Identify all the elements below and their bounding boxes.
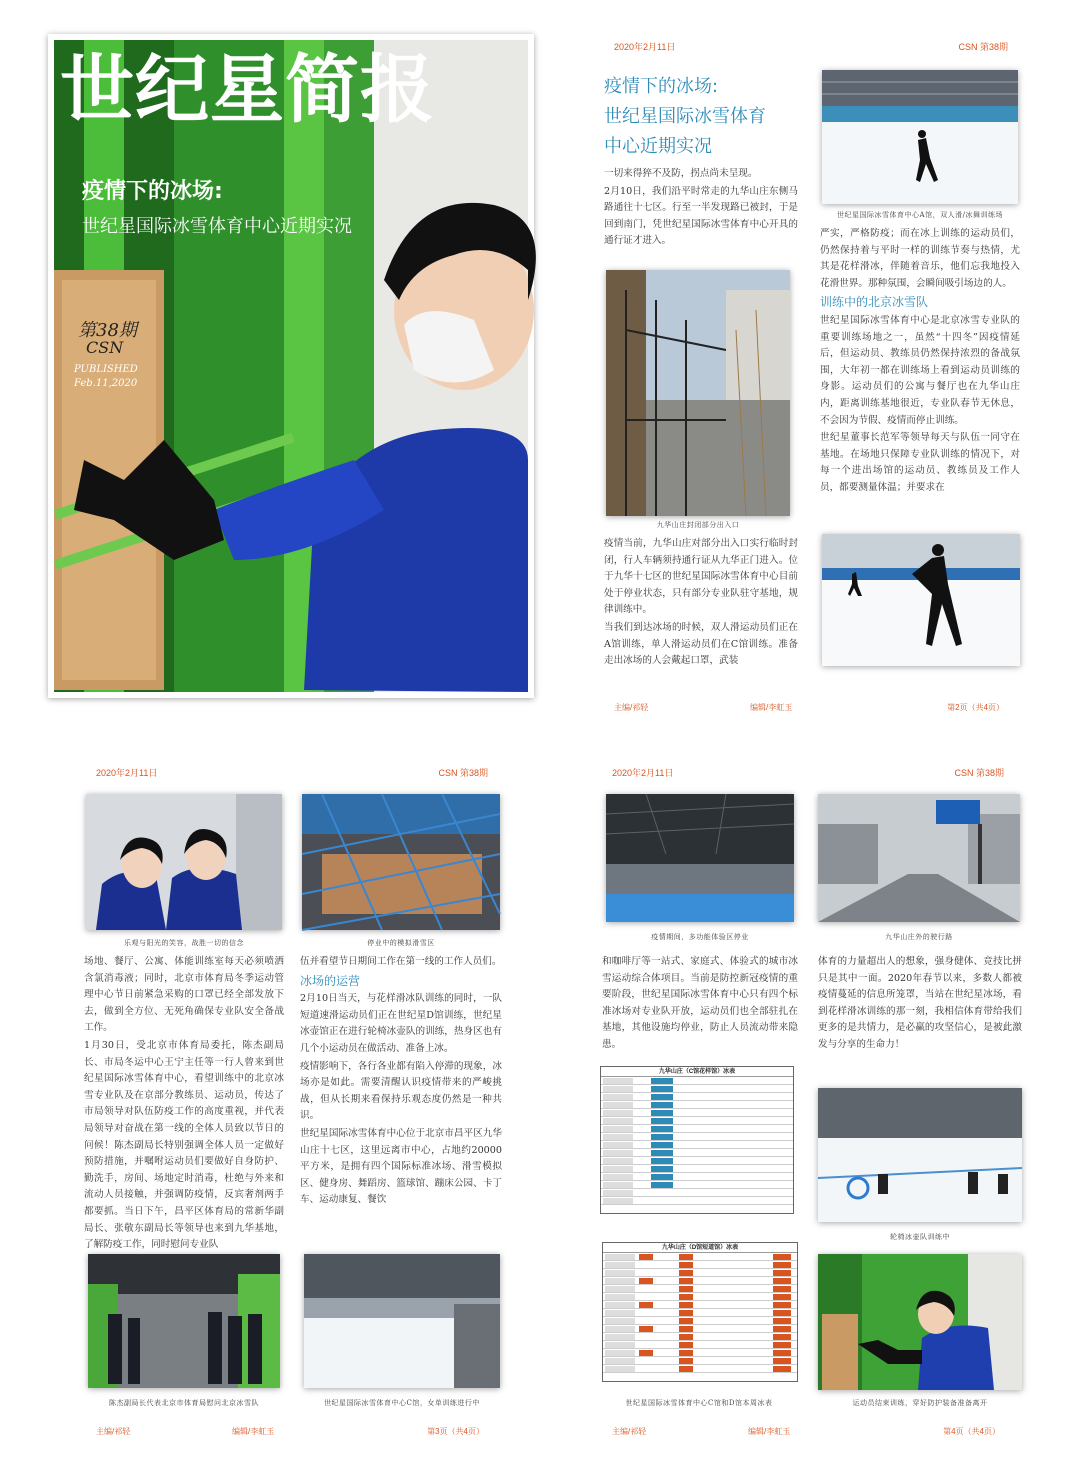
table-row	[601, 1165, 793, 1173]
table-row	[603, 1333, 797, 1341]
cover-issue-code: CSN	[86, 338, 124, 357]
table-row	[601, 1149, 793, 1157]
page3-rink-c-caption: 世纪星国际冰雪体育中心C馆，女单训练进行中	[324, 1399, 480, 1407]
page2-left-bottom-text	[604, 536, 798, 672]
paragraph: 一切来得猝不及防，拐点尚未呈现。	[604, 168, 758, 179]
table-row	[603, 1357, 797, 1365]
page2-gate-photo	[606, 270, 790, 516]
page3-athletes-photo	[86, 794, 282, 930]
table-row	[603, 1285, 797, 1293]
paragraph: 当我们到达冰场的时候，双人滑运动员们正在A馆训练，单人滑运动员们在C馆训练。准备走出冰场的人会戴起口罩，武装	[604, 621, 798, 667]
page4-curling-caption: 轮椅冰壶队训练中	[890, 1233, 950, 1241]
page4-athlete-leaving-photo	[818, 1254, 1022, 1390]
paragraph: 场地、餐厅、公寓、体能训练室每天必须喷洒含氯消毒液；同时，北京市体育局冬季运动管理中心节日前紧急采购的口罩已经全部发放下去，做到全方位、无死角确保专业队安全备战工作。	[84, 956, 284, 1034]
cover-published-date: Feb.11,2020	[74, 378, 138, 389]
page-3	[70, 758, 530, 1448]
page2-title-line3: 中心近期实况	[604, 136, 712, 157]
page3-editor: 主编/祁轻	[96, 1427, 131, 1436]
page2-subtitle: 训练中的北京冰雪队	[820, 295, 929, 310]
ice-schedule-table-d	[602, 1242, 798, 1382]
table-row	[601, 1101, 793, 1109]
table-row	[601, 1181, 793, 1189]
page2-writer: 编辑/李虹玉	[750, 703, 793, 712]
page4-road-photo	[818, 794, 1020, 922]
paragraph: 体育的力量超出人的想象，强身健体、竞技比拼只是其中一面。2020年春节以来，多数人都被疫情蔓延的信息所笼罩，当站在世纪星冰场，看到花样滑冰训练的那一刻，我相信体育带给我们更多的是共情力，是必赢的攻坚信心，是被此激发与分享的生命力！	[818, 956, 1022, 1050]
paragraph: 疫情当前，九华山庄对部分出入口实行临时封闭，行人车辆须持通行证从九华正门进入。位于九华十七区的世纪星国际冰雪体育中心目前处于停业状态，只有部分专业队驻守基地，规律训练中。	[604, 538, 798, 616]
table-row	[603, 1253, 797, 1261]
table-row	[601, 1085, 793, 1093]
table-row	[601, 1189, 793, 1197]
page3-ski-area-photo	[302, 794, 500, 930]
cover-issue-number: 第38期	[78, 320, 137, 341]
table-row	[603, 1317, 797, 1325]
page4-venue-photo	[606, 794, 794, 922]
paragraph: 伍并看望节日期间工作在第一线的工作人员们。	[300, 956, 502, 967]
page3-rink-c-photo	[304, 1254, 500, 1388]
page2-skater-caption: 世纪星国际冰雪体育中心A馆，双人滑/冰舞训练场	[837, 211, 1003, 219]
table-title: 九华山庄（D馆短道馆）冰表	[603, 1243, 797, 1253]
page4-athlete-caption: 运动员结束训练，穿好防护装备准备离开	[852, 1399, 988, 1407]
table-row	[601, 1093, 793, 1101]
table-row	[603, 1277, 797, 1285]
page4-curling-photo	[818, 1088, 1022, 1222]
page2-skater-photo	[822, 70, 1018, 204]
table-row	[601, 1133, 793, 1141]
table-row	[603, 1309, 797, 1317]
page3-subtitle: 冰场的运营	[300, 973, 361, 988]
table-body	[601, 1077, 793, 1205]
table-row	[601, 1157, 793, 1165]
page4-schedule-caption: 世纪星国际冰雪体育中心C馆和D馆本周冰表	[625, 1399, 773, 1407]
paragraph: 世纪星国际冰雪体育中心位于北京市昌平区九华山庄十七区，这里远离市中心，占地约20000平方米，是拥有四个国际标准冰场、滑雪模拟区、健身房、舞蹈房、篮球馆、蹦床公园、卡丁车、运动康复、餐饮	[300, 1127, 502, 1206]
paragraph: 世纪星国际冰雪体育中心是北京冰雪专业队的重要训练场地之一，虽然“十四冬”因疫情延后，但运动员、教练员仍然保持浓烈的备战氛围，大年初一都在训练场上看到运动员训练的身影。运动员们的公寓与餐厅也在九华山庄内，距离训练基地很近，专业队春节无休息，不会因为节假、疫情而停止训练。	[820, 314, 1020, 426]
paragraph: 和咖啡厅等一站式、家庭式、体验式的城市冰雪运动综合体项目。当前是防控新冠疫情的重要阶段，世纪星国际冰雪体育中心只有四个标准冰场对专业队开放，运动员们也全部驻扎在基地，其他设施均停业，防止人员流动带来隐患。	[602, 956, 798, 1050]
page4-issue: CSN 第38期	[954, 768, 1004, 778]
page4-writer: 编辑/李虹玉	[748, 1427, 791, 1436]
page4-venue-caption: 疫情期间，多功能体验区停业	[651, 933, 749, 941]
page2-skaters-rink-photo	[822, 534, 1020, 666]
table-row	[601, 1173, 793, 1181]
page4-left-text	[602, 954, 798, 1058]
page4-date: 2020年2月11日	[612, 768, 674, 778]
page3-ski-area-caption: 停业中的模拟滑雪区	[367, 939, 435, 947]
page2-page-number: 第2页（共4页）	[947, 703, 1004, 712]
page2-title-line1: 疫情下的冰场:	[604, 76, 719, 97]
page3-right-text	[300, 954, 502, 1244]
page4-editor: 主编/祁轻	[612, 1427, 647, 1436]
page2-title	[604, 72, 804, 162]
paragraph: 1月30日，受北京市体育局委托，陈杰副局长、市局冬运中心王宁主任等一行人曾来到世纪星国际冰雪体育中心，看望训练中的北京冰雪专业队及在京部分教练员、运动员，传达了市局领导对队伍防疫工作的高度重视，并代表局领导对奋战在第一线的全体人员致以节日的问候！陈杰副局长特别强调全体人员一定做好预防措施，并嘱咐运动员们要做好自身防护、勤洗手，房间、场地定时消毒，杜绝与外来和流动人员接触，并强调防疫情，反宾奢剂两手都要抓。当日下午，昌平区体育局的常新华副局长、张敬东副局长等领导也来到九华基地，了解防疫工作，同时慰问专业队	[84, 1039, 284, 1251]
table-row	[603, 1293, 797, 1301]
table-row	[603, 1341, 797, 1349]
page2-editor: 主编/祁轻	[614, 703, 649, 712]
table-row	[601, 1141, 793, 1149]
table-row	[601, 1109, 793, 1117]
table-row	[603, 1365, 797, 1373]
page4-right-text	[818, 954, 1022, 1068]
table-row	[603, 1301, 797, 1309]
cover-subheadline: 世纪星国际冰雪体育中心近期实况	[82, 216, 352, 237]
table-row	[601, 1125, 793, 1133]
table-title: 九华山庄（C馆花样馆）冰表	[601, 1067, 793, 1077]
page-2	[590, 34, 1040, 724]
page2-title-line2: 世纪星国际冰雪体育	[604, 106, 766, 127]
page3-issue: CSN 第38期	[438, 768, 488, 778]
table-row	[603, 1325, 797, 1333]
page2-intro	[604, 166, 798, 256]
page3-athletes-caption: 乐观与阳光的笑容，战胜一切的信念	[124, 939, 244, 947]
paragraph: 2月10日当天，与花样滑冰队训练的同时，一队短道速滑运动员们正在世纪星D馆训练，世纪星冰壶馆正在进行轮椅冰壶队的训练，热身区也有几个小运动员在做活动、准备上冰。	[300, 993, 502, 1054]
cover-page	[48, 34, 534, 698]
page2-gate-caption: 九华山庄封闭部分出入口	[656, 521, 740, 529]
page3-officials-caption: 陈杰副局长代表北京市体育局慰问北京冰雪队	[109, 1399, 259, 1407]
table-row	[603, 1349, 797, 1357]
page3-writer: 编辑/李虹玉	[232, 1427, 275, 1436]
cover-published-label: PUBLISHED	[74, 364, 138, 375]
paragraph: 严实，严格防疫；而在冰上训练的运动员们，仍然保持着与平时一样的训练节奏与热情，尤其是花样滑冰，伴随着音乐，他们忘我地投入花滑世界。那种氛围，会瞬间吸引场边的人。	[820, 228, 1020, 289]
page2-right-text	[820, 226, 1020, 522]
page2-date: 2020年2月11日	[614, 42, 676, 52]
page4-road-caption: 九华山庄外的驶行路	[885, 933, 953, 941]
paragraph: 疫情影响下，各行各业都有陷入停滞的现象，冰场亦是如此。需要清醒认识疫情带来的严峻挑战，但从长期来看保持乐观态度仍然是一种共识。	[300, 1060, 502, 1122]
page3-page-number: 第3页（共4页）	[427, 1427, 484, 1436]
paragraph: 2月10日，我们沿平时常走的九华山庄东侧马路通往十七区。行至一半发现路已被封，于是回到南门，凭世纪星国际冰雪体育中心开具的通行证才进入。	[604, 185, 798, 247]
table-row	[603, 1269, 797, 1277]
page4-page-number: 第4页（共4页）	[943, 1427, 1000, 1436]
page-4	[590, 758, 1040, 1448]
cover-title: 世纪星简报	[60, 47, 435, 133]
table-row	[601, 1117, 793, 1125]
table-row	[601, 1197, 793, 1205]
table-body	[603, 1253, 797, 1373]
page3-left-text	[84, 954, 284, 1251]
page3-officials-photo	[88, 1254, 280, 1388]
cover-headline: 疫情下的冰场:	[82, 179, 223, 204]
table-row	[601, 1077, 793, 1085]
table-row	[603, 1261, 797, 1269]
page2-issue: CSN 第38期	[958, 42, 1008, 52]
paragraph: 世纪星董事长范军等领导每天与队伍一同守在基地。在场地只保障专业队训练的情况下，对每一个进出场馆的运动员、教练员及工作人员，都要测量体温；并要求在	[820, 432, 1020, 493]
page3-date: 2020年2月11日	[96, 768, 158, 778]
ice-schedule-table-c	[600, 1066, 794, 1214]
